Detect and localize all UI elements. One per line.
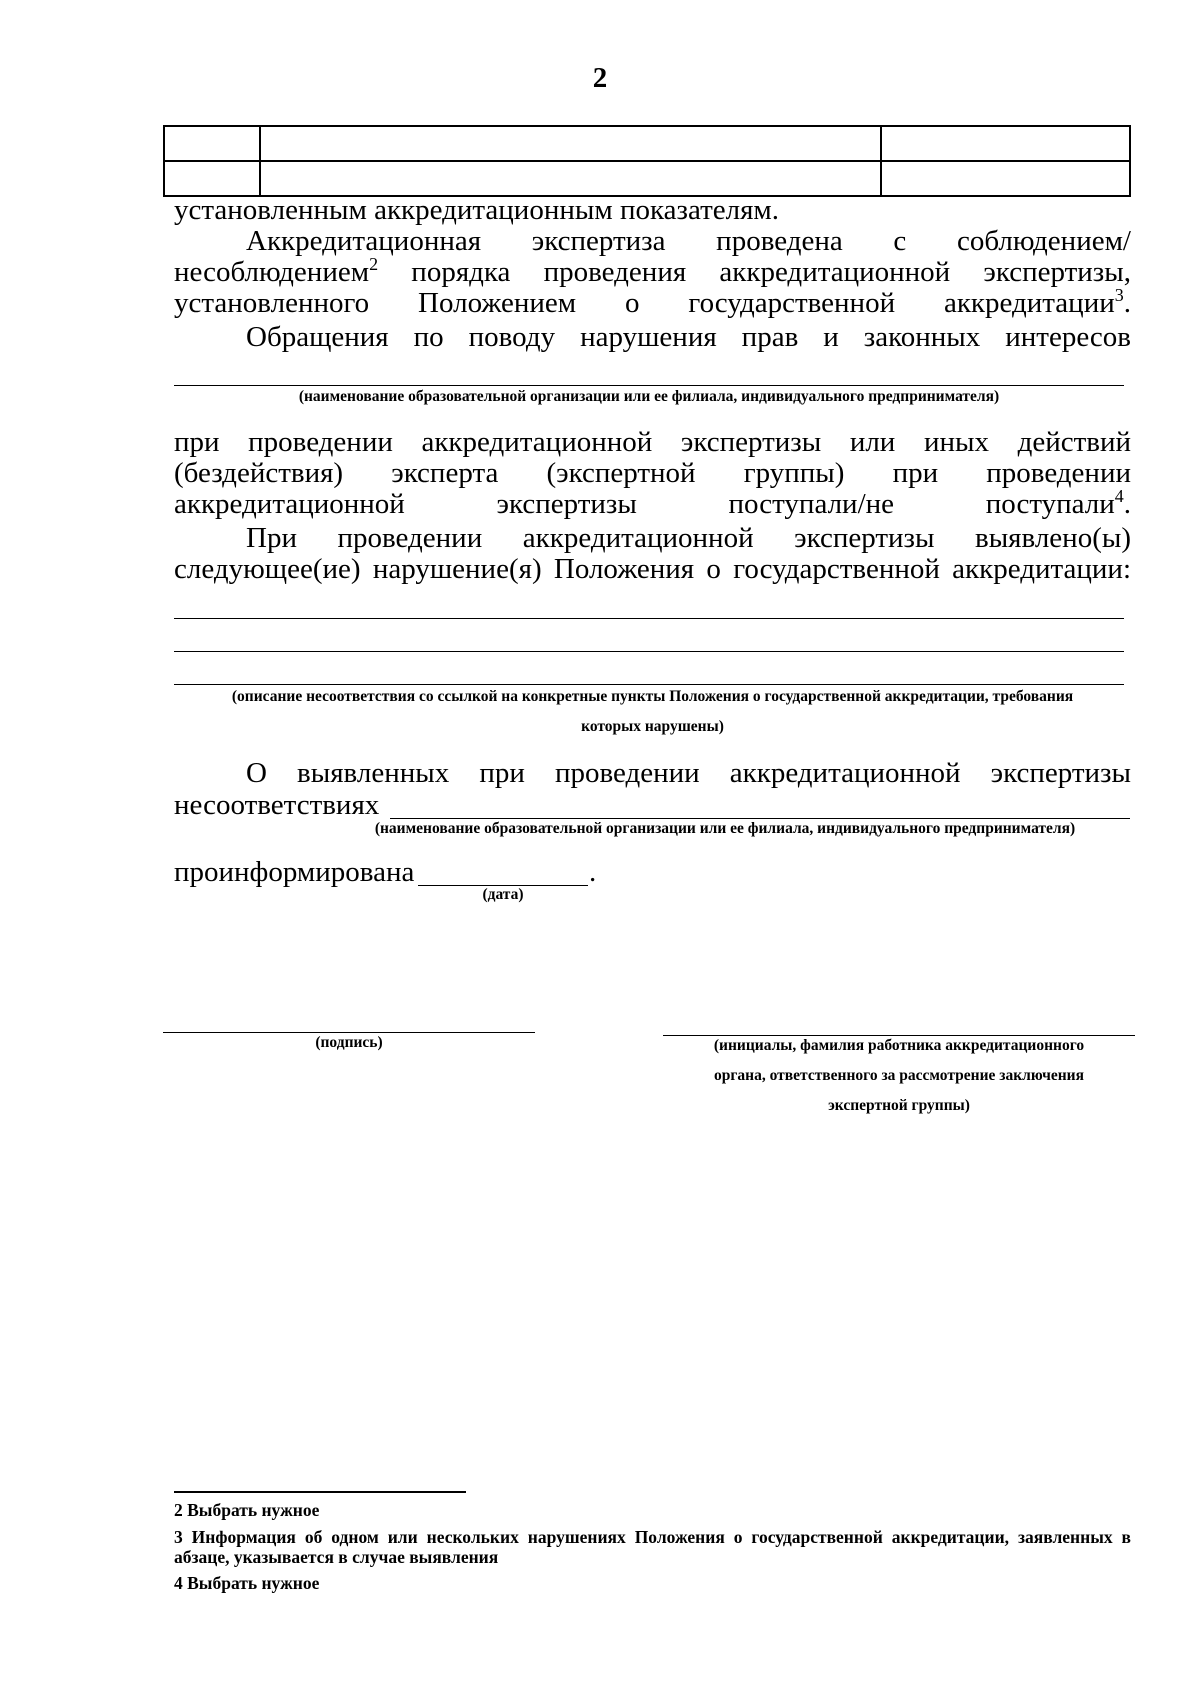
paragraph-5: При проведении аккредитационной экспертизы выявлено(ы) следующее(ие) нарушение(я) Положения о государственной аккредитации: bbox=[174, 522, 1131, 585]
caption-employee-name-3: экспертной группы) bbox=[828, 1097, 970, 1114]
paragraph-7: проинформирована bbox=[174, 856, 415, 888]
paragraph-4-text: при проведении аккредитационной экспертизы или иных действий (бездействия) эксперта (экспертной группы) при проведении аккредитационной экспертизы поступали/не поступали bbox=[174, 426, 1131, 520]
caption-nonconformity-description: (описание несоответствия со ссылкой на конкретные пункты Положения о государственной аккредитации, требования bbox=[231, 688, 1074, 705]
footnote-separator bbox=[174, 1491, 466, 1493]
table-row bbox=[164, 161, 1130, 196]
caption-date: (дата) bbox=[482, 886, 524, 903]
fill-line bbox=[174, 618, 1124, 619]
table-cell bbox=[881, 126, 1131, 161]
paragraph-3: Обращения по поводу нарушения прав и законных интересов bbox=[246, 321, 1131, 353]
paragraph-2 bbox=[174, 226, 1131, 319]
caption-employee-name-1: (инициалы, фамилия работника аккредитационного bbox=[713, 1037, 1085, 1054]
fill-line bbox=[390, 818, 1130, 819]
table-row bbox=[164, 126, 1130, 161]
fill-line bbox=[174, 684, 1124, 685]
table-cell bbox=[881, 161, 1131, 196]
table-cell bbox=[260, 126, 881, 161]
caption-employee-name-2: органа, ответственного за рассмотрение заключения bbox=[714, 1067, 1084, 1084]
signature-line bbox=[163, 1032, 535, 1033]
table-cell bbox=[164, 126, 260, 161]
paragraph-2-text-a: Аккредитационная экспертиза проведена с соблюдением/ несоблюдением bbox=[174, 225, 1131, 288]
footnote-ref-3: 3 bbox=[1114, 285, 1124, 305]
table-cell bbox=[164, 161, 260, 196]
caption-signature: (подпись) bbox=[315, 1034, 383, 1051]
paragraph-2-text-b: порядка проведения аккредитационной экспертизы, установленного Положением о государственной аккредитации bbox=[174, 256, 1131, 319]
fill-line bbox=[174, 385, 1124, 386]
paragraph-6-line-1: О выявленных при проведении аккредитационной экспертизы bbox=[246, 757, 1131, 789]
top-table bbox=[163, 125, 1131, 197]
fill-line bbox=[174, 651, 1124, 652]
caption-nonconformity-description-2: которых нарушены) bbox=[581, 718, 724, 735]
page-number: 2 bbox=[592, 62, 608, 94]
footnote-ref-4: 4 bbox=[1114, 486, 1124, 506]
footnote-ref-2: 2 bbox=[369, 254, 379, 274]
caption-organization-name-2: (наименование образовательной организации или ее филиала, индивидуального предпринимателя) bbox=[374, 820, 1076, 837]
paragraph-4-end: . bbox=[1123, 488, 1131, 520]
caption-organization-name: (наименование образовательной организации или ее филиала, индивидуального предпринимателя) bbox=[298, 388, 1000, 405]
paragraph-4 bbox=[174, 427, 1131, 520]
footnote-2: 2 Выбрать нужное bbox=[174, 1500, 320, 1520]
paragraph-6-line-2: несоответствиях bbox=[174, 789, 380, 821]
name-line bbox=[663, 1035, 1135, 1036]
footnote-3: 3 Информация об одном или нескольких нарушениях Положения о государственной аккредитации, заявленных в абзаце, указывается в случае выявления bbox=[174, 1527, 1131, 1567]
paragraph-1: установленным аккредитационным показателям. bbox=[174, 194, 780, 226]
paragraph-2-end: . bbox=[1123, 287, 1131, 319]
paragraph-7-end: . bbox=[589, 856, 597, 888]
footnote-4: 4 Выбрать нужное bbox=[174, 1573, 320, 1593]
table-cell bbox=[260, 161, 881, 196]
